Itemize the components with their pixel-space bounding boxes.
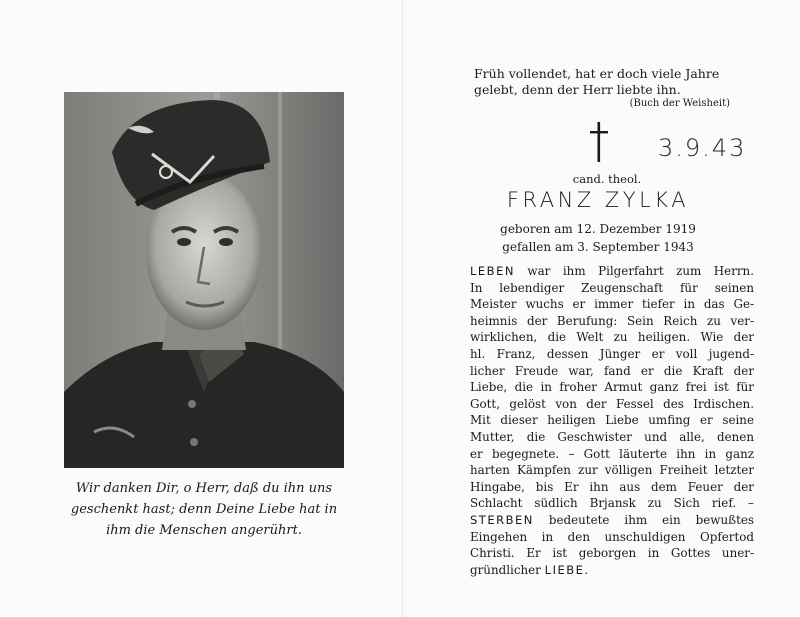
bio-caps-word: LIEBE	[544, 562, 585, 577]
bio-line	[470, 562, 754, 579]
bio-line: Liebe, die in froher Armut ganz frei ist für	[470, 380, 754, 395]
epigraph-line: Früh vollendet, hat er doch viele Jahre	[474, 66, 720, 81]
bio-text: bedeutete ihm ein bewußtes	[533, 512, 754, 527]
epigraph-line: gelebt, denn der Herr liebte ihn.	[474, 82, 681, 97]
bio-line	[470, 263, 754, 280]
left-verse	[56, 478, 352, 541]
bio-line: Hingabe, bis Er ihn aus dem Feuer der	[470, 479, 754, 494]
left-verse-line: Wir danken Dir, o Herr, daß du ihn uns	[75, 481, 333, 496]
cross-icon	[588, 122, 610, 162]
portrait-photo	[64, 92, 344, 468]
bio-text: gründlicher	[470, 562, 545, 577]
bio-line: harten Kämpfen zur völligen Freiheit letzter	[470, 463, 754, 478]
bio-line: Schlacht südlich Brjansk zu Sich rief. –	[470, 496, 754, 511]
birth-date: geboren am 12. Dezember 1919	[500, 222, 696, 236]
bio-line	[470, 512, 754, 529]
bio-line: Meister wuchs er immer tiefer in das Ge-	[470, 297, 754, 312]
life-dates	[488, 220, 708, 256]
bio-line: wirklichen, die Welt zu heiligen. Wie der	[470, 330, 754, 345]
bio-line: Gott, gelöst von der Fessel des Irdischen.	[470, 396, 754, 411]
bio-line: heimnis der Berufung: Sein Reich zu ver-	[470, 313, 754, 328]
bio-line: licher Freude war, fand er die Kraft der	[470, 363, 754, 378]
bio-caps-word: STERBEN	[470, 512, 534, 527]
card-fold	[402, 0, 403, 617]
soldier-portrait-icon	[64, 92, 344, 468]
death-date: gefallen am 3. September 1943	[502, 240, 694, 254]
bio-line: Mit dieser heiligen Liebe umfing er seine	[470, 413, 754, 428]
bio-line: Eingehen in den unschuldigen Opfertod	[470, 529, 754, 544]
left-verse-line: geschenkt hast; denn Deine Liebe hat in	[70, 502, 338, 517]
bio-line: er begegnete. – Gott läuterte ihn in ganz	[470, 446, 754, 461]
bio-text: .	[584, 562, 589, 577]
bio-line: Mutter, die Geschwister und alle, denen	[470, 429, 754, 444]
bio-line: In lebendiger Zeugenschaft für seinen	[470, 280, 754, 295]
academic-title: cand. theol.	[572, 172, 642, 186]
bio-caps-word: LEBEN	[470, 264, 515, 278]
bio-text: war ihm Pilgerfahrt zum Herrn.	[514, 264, 754, 278]
deceased-name: FRANZ ZYLKA	[506, 188, 690, 212]
epigraph-source: (Buch der Weisheit)	[629, 98, 730, 109]
handwritten-date: 3.9.43	[658, 134, 747, 162]
bio-line: hl. Franz, dessen Jünger er voll jugend-	[470, 346, 754, 361]
biography	[470, 263, 754, 578]
left-verse-line: ihm die Menschen angerührt.	[106, 523, 302, 538]
bio-line: Christi. Er ist geborgen in Gottes uner-	[470, 546, 754, 561]
epigraph	[474, 66, 744, 110]
